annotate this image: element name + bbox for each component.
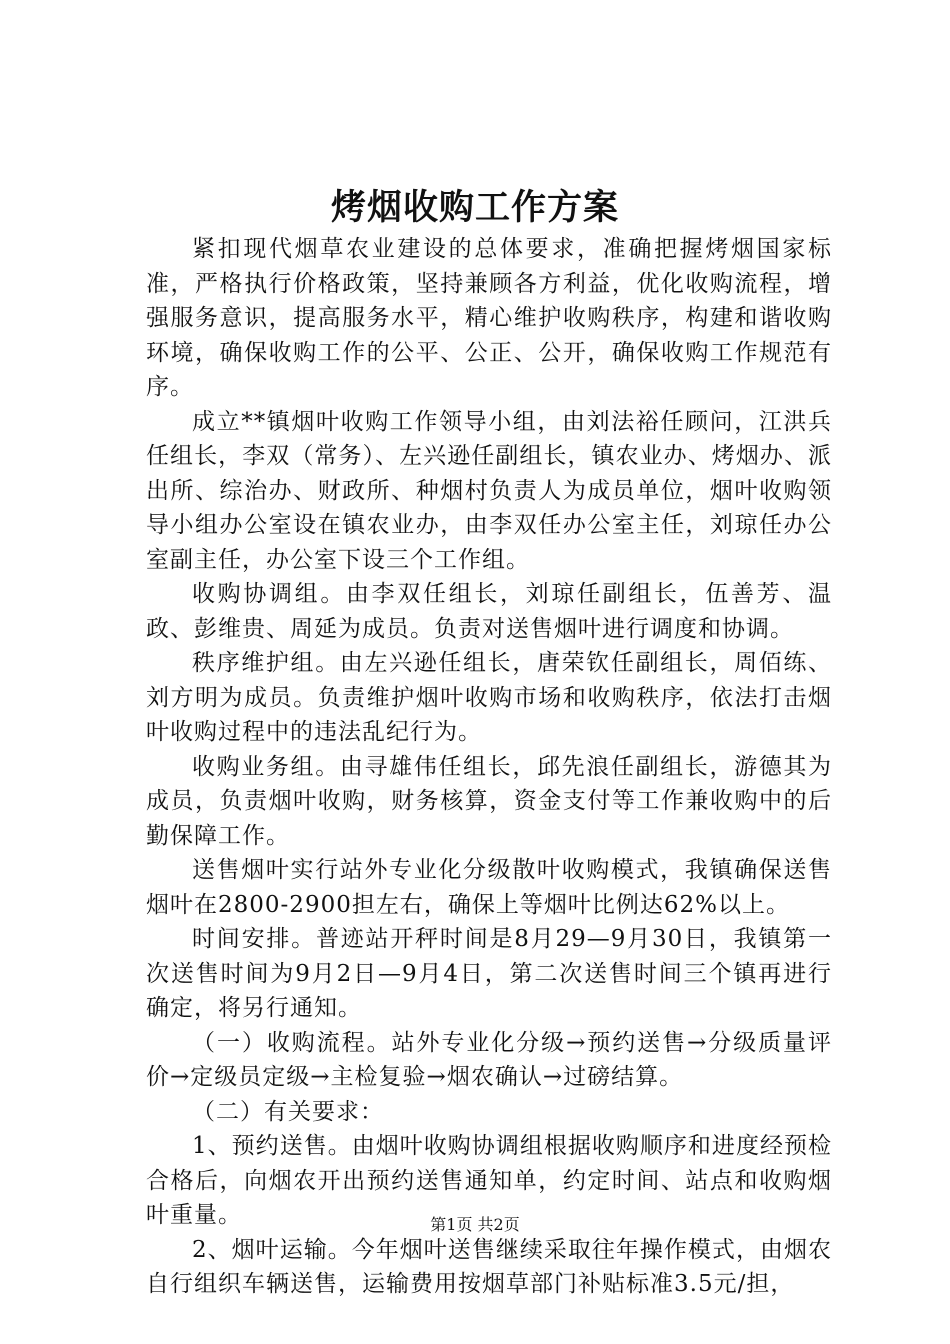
paragraph: 2、烟叶运输。今年烟叶送售继续采取往年操作模式，由烟农自行组织车辆送售，运输费用按烟草部门补贴标准3.5元/担， xyxy=(146,1236,832,1297)
paragraph: 1、预约送售。由烟叶收购协调组根据收购顺序和进度经预检合格后，向烟农开出预约送售通知单，约定时间、站点和收购烟叶重量。 xyxy=(146,1133,832,1228)
paragraph: 收购协调组。由李双任组长，刘琼任副组长，伍善芳、温政、彭维贵、周延为成员。负责对送售烟叶进行调度和协调。 xyxy=(146,581,832,642)
paragraph: 成立**镇烟叶收购工作领导小组，由刘法裕任顾问，江洪兵任组长，李双（常务）、左兴逊任副组长，镇农业办、烤烟办、派出所、综治办、财政所、种烟村负责人为成员单位，烟叶收购领导小组办公室设在镇农业办，由李双任办公室主任，刘琼任办公室副主任，办公室下设三个工作组。 xyxy=(146,408,832,573)
document-title: 烤烟收购工作方案 xyxy=(330,187,619,228)
paragraph: 紧扣现代烟草农业建设的总体要求，准确把握烤烟国家标准，严格执行价格政策，坚持兼顾各方利益，优化收购流程，增强服务意识，提高服务水平，精心维护收购秩序，构建和谐收购环境，确保收购工作的公平、公正、公开，确保收购工作规范有序。 xyxy=(146,236,832,400)
paragraph: 送售烟叶实行站外专业化分级散叶收购模式，我镇确保送售烟叶在2800-2900担左右，确保上等烟叶比例达62%以上。 xyxy=(146,857,832,918)
document-body xyxy=(146,232,832,1302)
paragraph: （二）有关要求： xyxy=(192,1098,384,1125)
paragraph: 时间安排。普迹站开秤时间是8月29—9月30日，我镇第一次送售时间为9月2日—9月4日，第二次送售时间三个镇再进行确定，将另行通知。 xyxy=(146,926,832,1021)
page-footer: 第1页 共2页 xyxy=(430,1215,520,1234)
paragraph: 秩序维护组。由左兴逊任组长，唐荣钦任副组长，周佰练、刘方明为成员。负责维护烟叶收购市场和收购秩序，依法打击烟叶收购过程中的违法乱纪行为。 xyxy=(146,650,832,745)
paragraph: （一）收购流程。站外专业化分级→预约送售→分级质量评价→定级员定级→主检复验→烟农确认→过磅结算。 xyxy=(146,1029,832,1090)
paragraph: 收购业务组。由寻雄伟任组长，邱先浪任副组长，游德其为成员，负责烟叶收购，财务核算，资金支付等工作兼收购中的后勤保障工作。 xyxy=(146,753,832,849)
